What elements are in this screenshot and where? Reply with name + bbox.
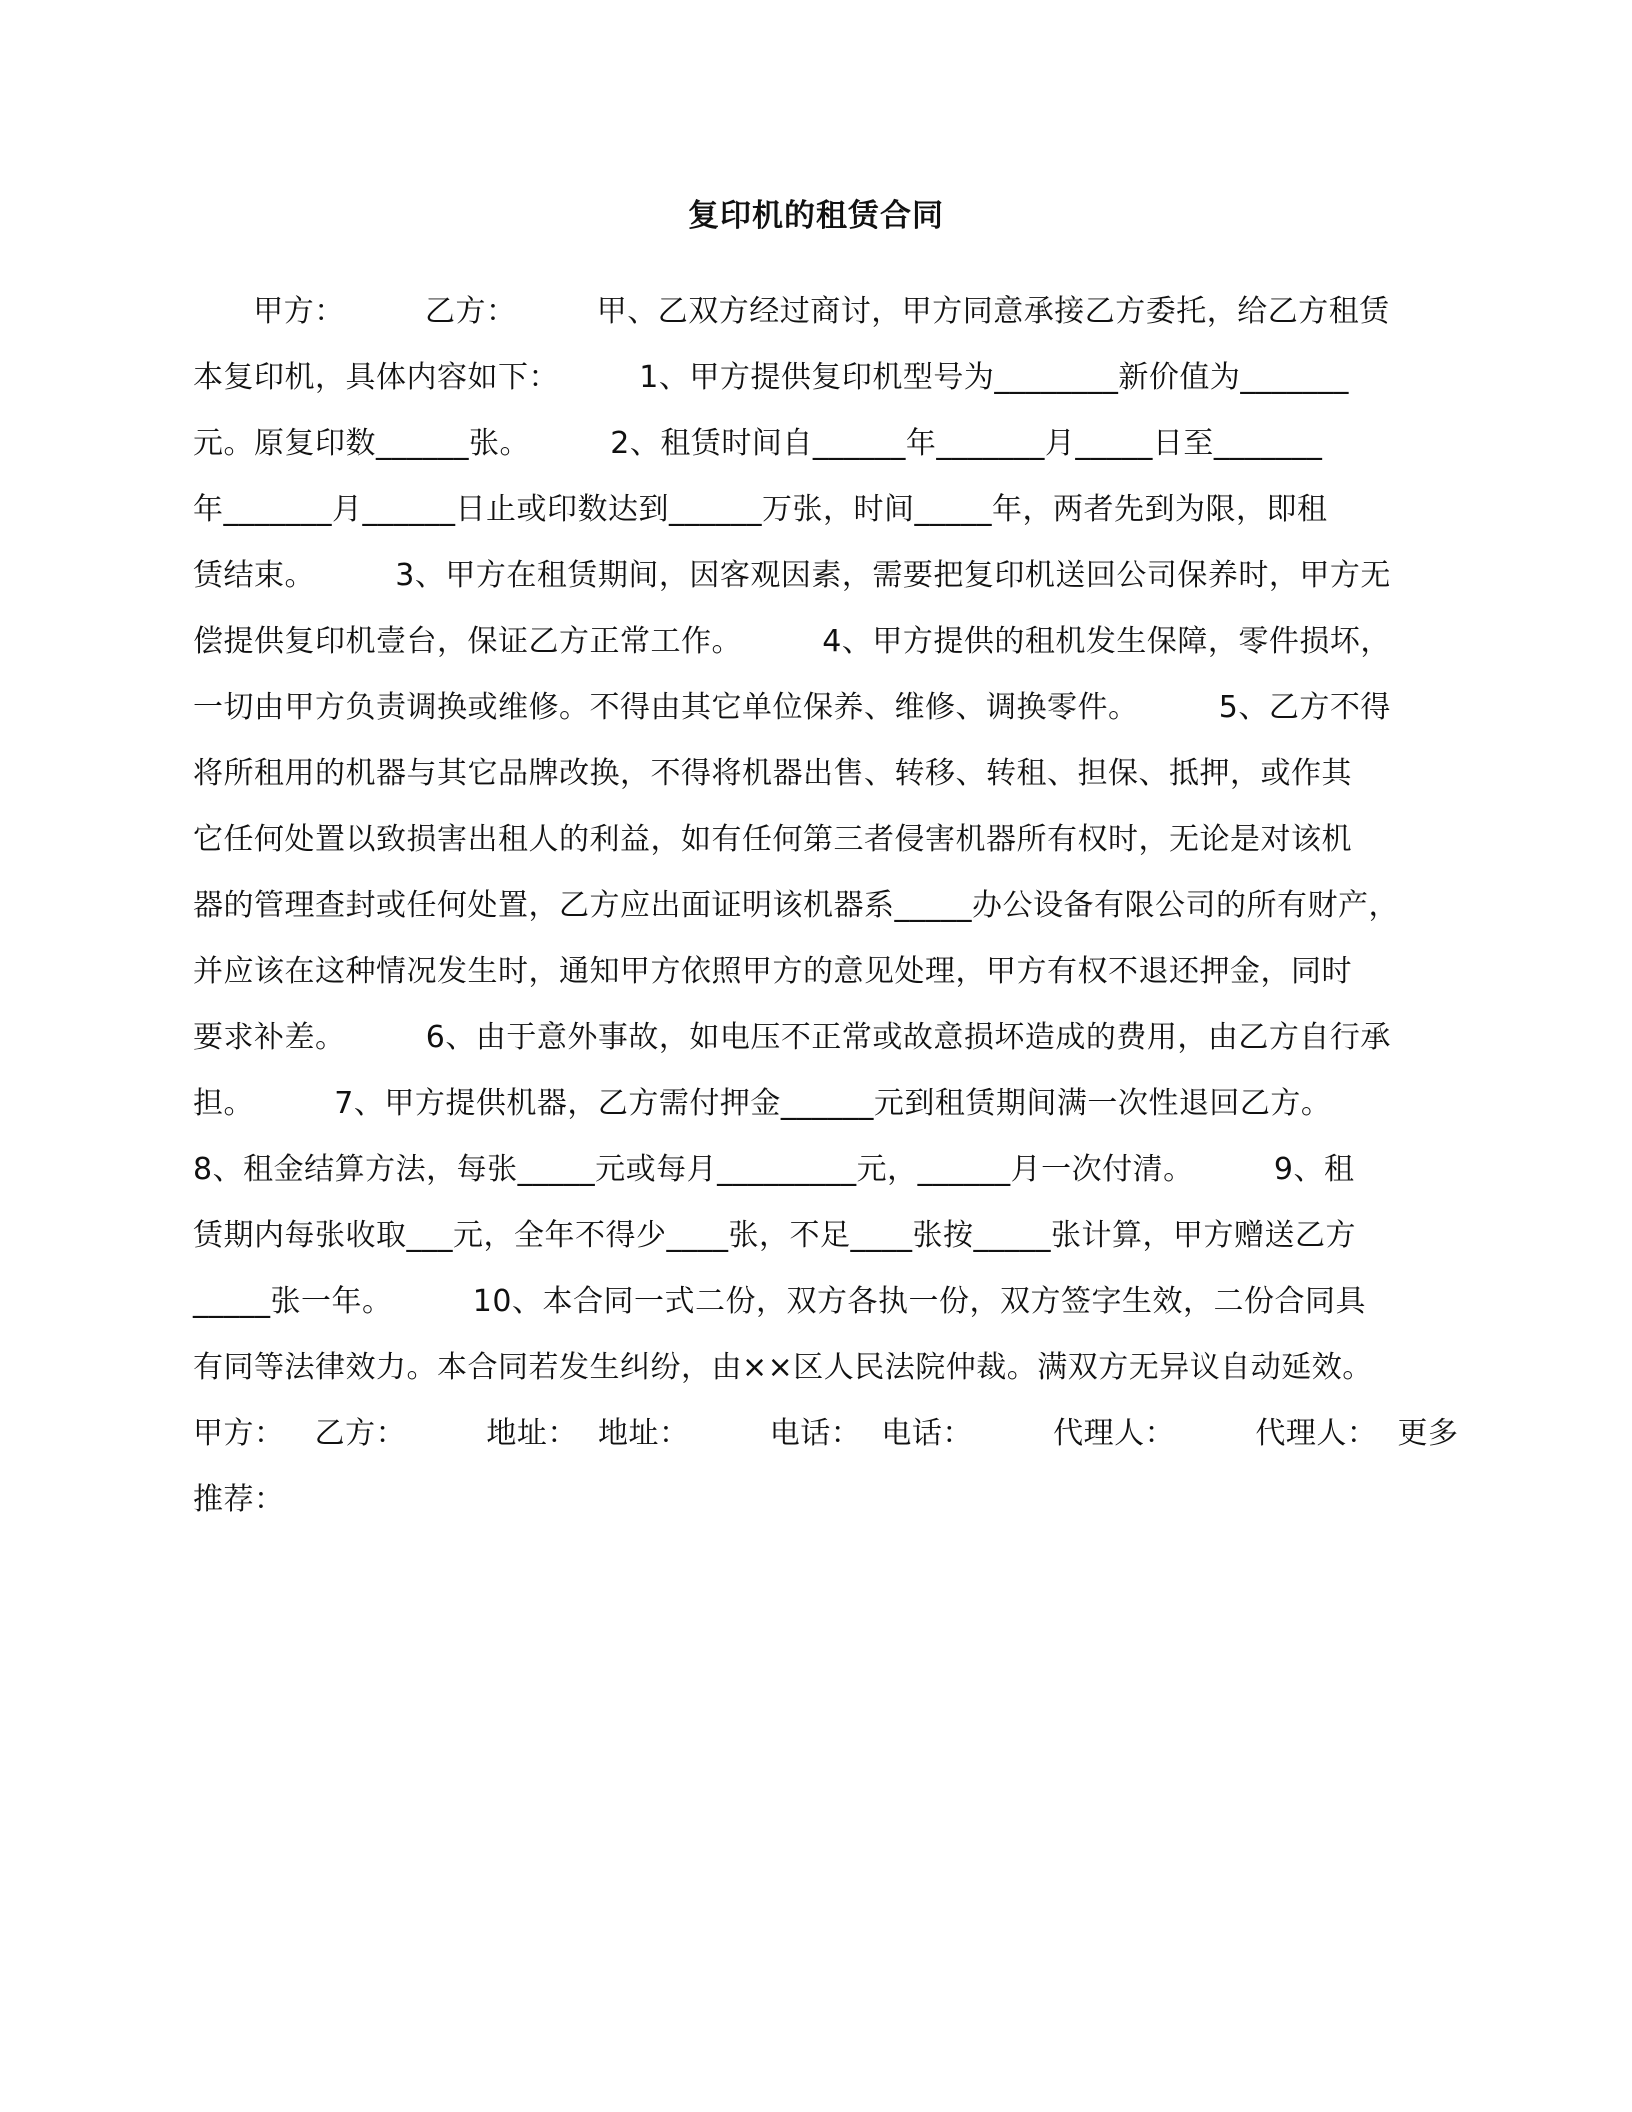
body-line-14: 8、租金结算方法，每张_____元或每月_________元，______月一次付清。 9、租 [193,1152,1355,1187]
contract-body [193,288,1473,1542]
body-line-8: 将所租用的机器与其它品牌改换，不得将机器出售、转移、转租、担保、抵押，或作其 [193,756,1352,791]
body-line-12: 要求补差。 6、由于意外事故，如电压不正常或故意损坏造成的费用，由乙方自行承 [193,1020,1391,1055]
body-line-19: 推荐： [193,1482,285,1517]
body-line-2: 本复印机，具体内容如下： 1、甲方提供复印机型号为________新价值为_______ [193,360,1349,395]
body-line-18: 甲方： 乙方： 地址： 地址： 电话： 电话： 代理人： 代理人： 更多 [193,1416,1459,1451]
body-line-15: 赁期内每张收取___元，全年不得少____张，不足____张按_____张计算，甲方赠送乙方 [193,1218,1356,1253]
body-line-3: 元。原复印数______张。 2、租赁时间自______年_______月_____日至_______ [193,426,1323,461]
body-line-7: 一切由甲方负责调换或维修。不得由其它单位保养、维修、调换零件。 5、乙方不得 [193,690,1391,725]
body-line-16: _____张一年。 10、本合同一式二份，双方各执一份，双方签字生效，二份合同具 [193,1284,1366,1319]
body-line-17: 有同等法律效力。本合同若发生纠纷，由××区人民法院仲裁。满双方无异议自动延效。 [193,1350,1373,1385]
body-line-4: 年_______月______日止或印数达到______万张，时间_____年，两者先到为限，即租 [193,492,1328,527]
body-line-9: 它任何处置以致损害出租人的利益，如有任何第三者侵害机器所有权时，无论是对该机 [193,822,1352,857]
body-line-1: 甲方： 乙方： 甲、乙双方经过商讨，甲方同意承接乙方委托，给乙方租赁 [193,294,1390,329]
body-line-6: 偿提供复印机壹台，保证乙方正常工作。 4、甲方提供的租机发生保障，零件损坏， [193,624,1391,659]
body-line-13: 担。 7、甲方提供机器，乙方需付押金______元到租赁期间满一次性退回乙方。 [193,1086,1332,1121]
document-title: 复印机的租赁合同 [688,198,944,234]
body-line-11: 并应该在这种情况发生时，通知甲方依照甲方的意见处理，甲方有权不退还押金，同时 [193,954,1352,989]
body-line-5: 赁结束。 3、甲方在租赁期间，因客观因素，需要把复印机送回公司保养时，甲方无 [193,558,1391,593]
body-line-10: 器的管理查封或任何处置，乙方应出面证明该机器系_____办公设备有限公司的所有财产， [193,888,1399,923]
